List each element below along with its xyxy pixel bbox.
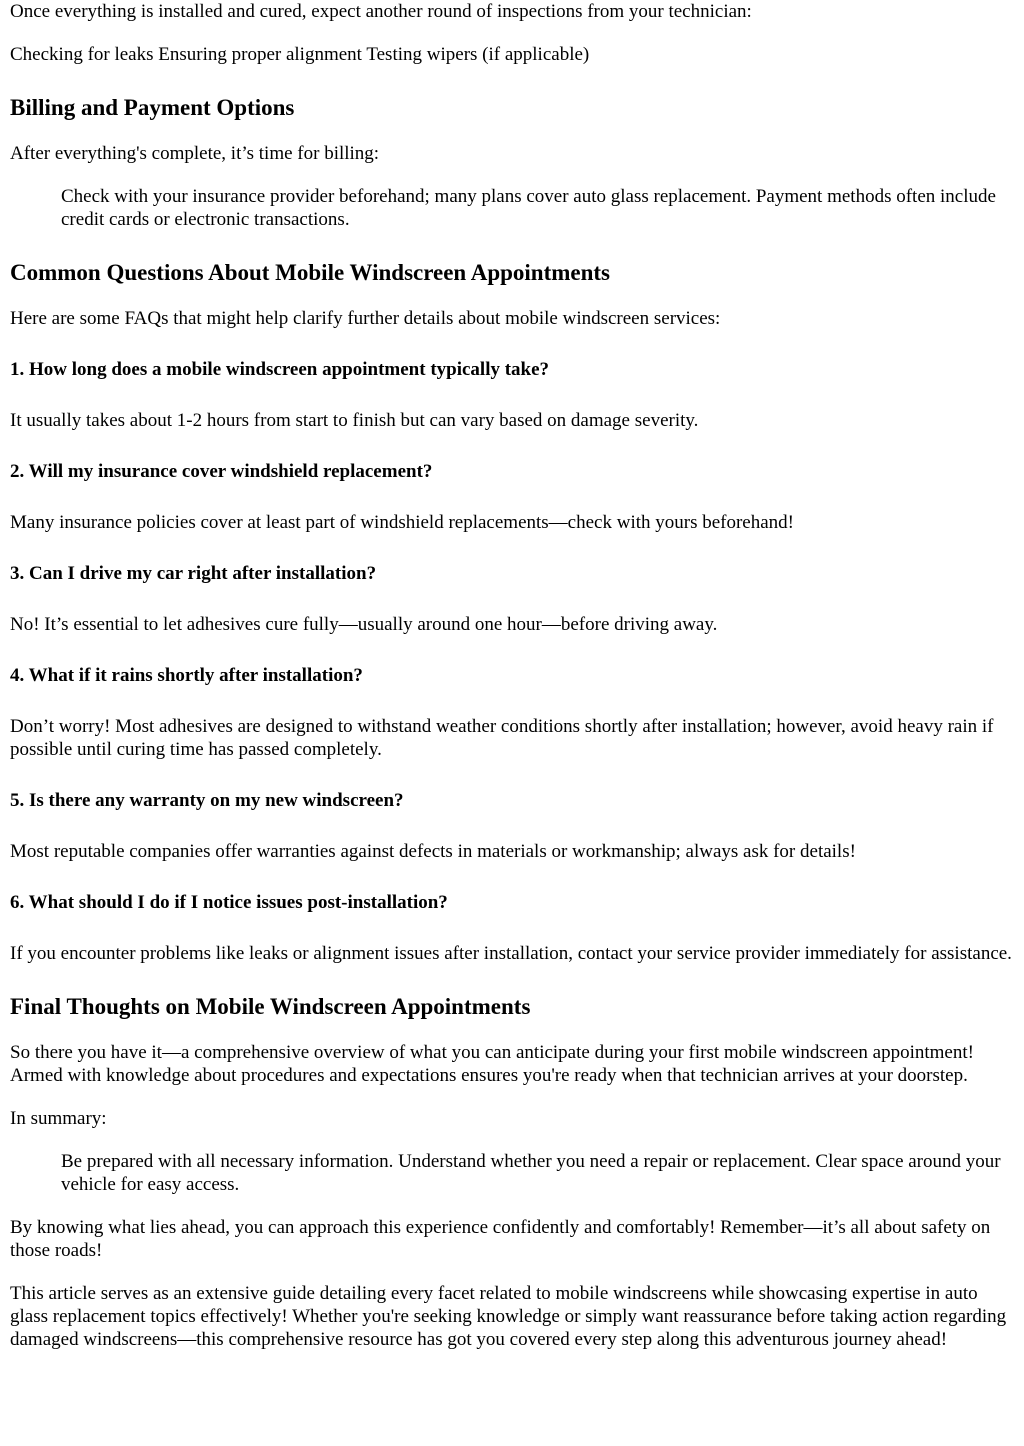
faq-question: 5. Is there any warranty on my new windscreen? [10, 790, 404, 811]
faq-lead: Here are some FAQs that might help clarify further details about mobile windscreen services: [10, 308, 721, 329]
inspection-checklist: Checking for leaks Ensuring proper alignment Testing wipers (if applicable) [10, 44, 590, 65]
faq-question: 6. What should I do if I notice issues post-installation? [10, 892, 448, 913]
faq-question: 1. How long does a mobile windscreen appointment typically take? [10, 359, 550, 380]
faq-answer: Most reputable companies offer warranties against defects in materials or workmanship; always ask for details! [10, 841, 856, 862]
faq-answer: No! It’s essential to let adhesives cure fully—usually around one hour—before driving away. [10, 614, 718, 635]
faq-answer: If you encounter problems like leaks or alignment issues after installation, contact your service provider immediately for assistance. [10, 943, 1012, 964]
closing-paragraph: By knowing what lies ahead, you can approach this experience confidently and comfortably! Remember—it’s all about safety on those roads! [10, 1217, 991, 1261]
intro-paragraph: Once everything is installed and cured, expect another round of inspections from your technician: [10, 1, 752, 22]
faq-answer: It usually takes about 1-2 hours from start to finish but can vary based on damage severity. [10, 410, 699, 431]
summary-lead: In summary: [10, 1108, 107, 1129]
summary-block: Be prepared with all necessary information. Understand whether you need a repair or replacement. Clear space around your vehicle for easy access. [61, 1151, 1001, 1195]
billing-block: Check with your insurance provider beforehand; many plans cover auto glass replacement. Payment methods often include credit cards or electronic transactions. [61, 186, 996, 230]
final-heading: Final Thoughts on Mobile Windscreen Appointments [10, 994, 531, 1019]
faq-heading: Common Questions About Mobile Windscreen Appointments [10, 260, 611, 285]
final-paragraph: So there you have it—a comprehensive overview of what you can anticipate during your first mobile windscreen appointment! Armed with knowledge about procedures and expectations ensures you're ready when that technician arrives at your doorstep. [10, 1042, 974, 1086]
faq-question: 2. Will my insurance cover windshield replacement? [10, 461, 433, 482]
faq-question: 4. What if it rains shortly after installation? [10, 665, 363, 686]
faq-answer: Don’t worry! Most adhesives are designed to withstand weather conditions shortly after installation; however, avoid heavy rain if possible until curing time has passed completely. [10, 716, 994, 760]
billing-lead: After everything's complete, it’s time for billing: [10, 143, 380, 164]
faq-question: 3. Can I drive my car right after installation? [10, 563, 377, 584]
billing-heading: Billing and Payment Options [10, 95, 295, 120]
faq-answer: Many insurance policies cover at least part of windshield replacements—check with yours beforehand! [10, 512, 795, 533]
article-summary-paragraph: This article serves as an extensive guide detailing every facet related to mobile windscreens while showcasing expertise in auto glass replacement topics effectively! Whether you're seeking knowledge or simply want reassurance before taking action regarding damaged windscreens—this comprehensive resource has got you covered every step along this adventurous journey ahead! [10, 1283, 1007, 1350]
